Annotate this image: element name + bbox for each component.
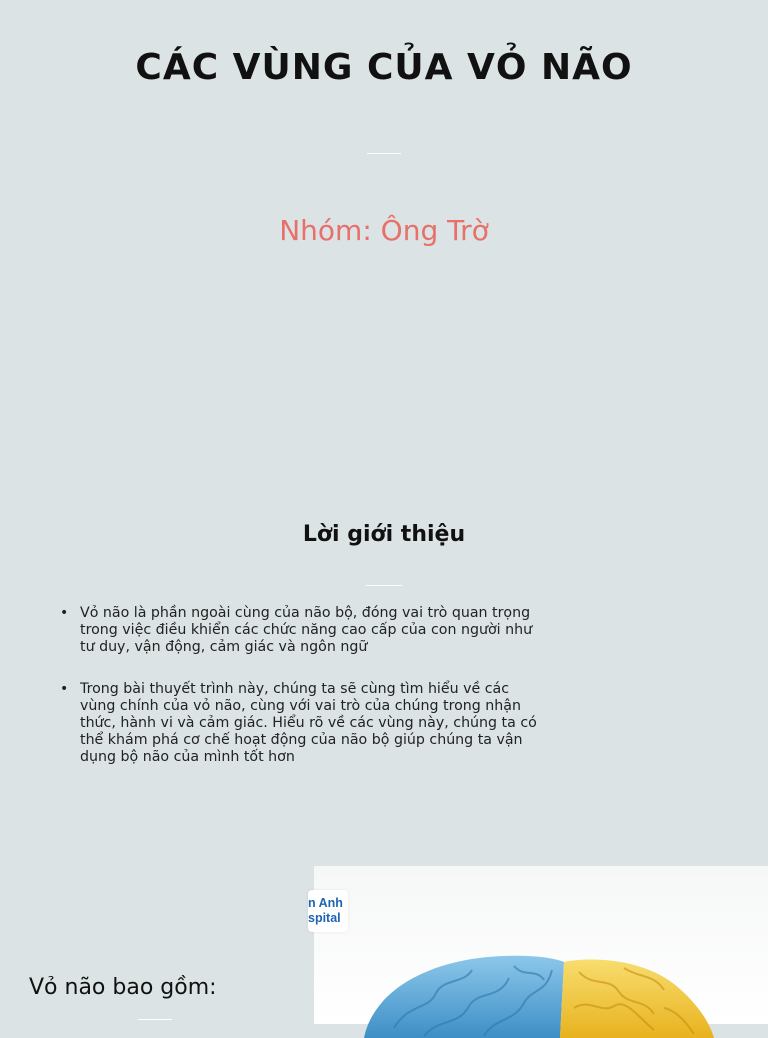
title-divider [367,153,401,154]
brain-left-hemisphere [364,956,564,1038]
logo-line-1: n Anh [308,896,343,910]
cortex-heading: Vỏ não bao gồm: [29,975,217,1000]
subtitle-group: Nhóm: Ông Trờ [279,214,489,247]
bullet-item: • Trong bài thuyết trình này, chúng ta sẽ cùng tìm hiểu về các vùng chính của vỏ não, cùng với vai trò của chúng trong nhận thức, hành vi và cảm giác. Hiểu rõ về các vùng này, chúng ta có thể khám phá cơ chế hoạt động của não bộ giúp chúng ta vận dụng bộ não của mình tốt hơn [58,681,548,767]
brain-image-panel [308,866,768,1024]
logo-line-2: spital [308,911,341,925]
slide-title [0,0,768,470]
bullet-item: • Vỏ não là phần ngoài cùng của não bộ, đóng vai trò quan trọng trong việc điều khiển các chức năng cao cấp của con người như tư duy, vận động, cảm giác và ngôn ngữ [58,605,548,657]
intro-bullet-list [58,605,548,791]
page-title: CÁC VÙNG CỦA VỎ NÃO [135,47,633,88]
intro-heading: Lời giới thiệu [302,522,466,547]
brain-icon [364,948,724,1038]
intro-divider [366,585,402,586]
cortex-divider [138,1019,172,1020]
hospital-logo [308,890,348,932]
brain-right-hemisphere [560,960,714,1038]
